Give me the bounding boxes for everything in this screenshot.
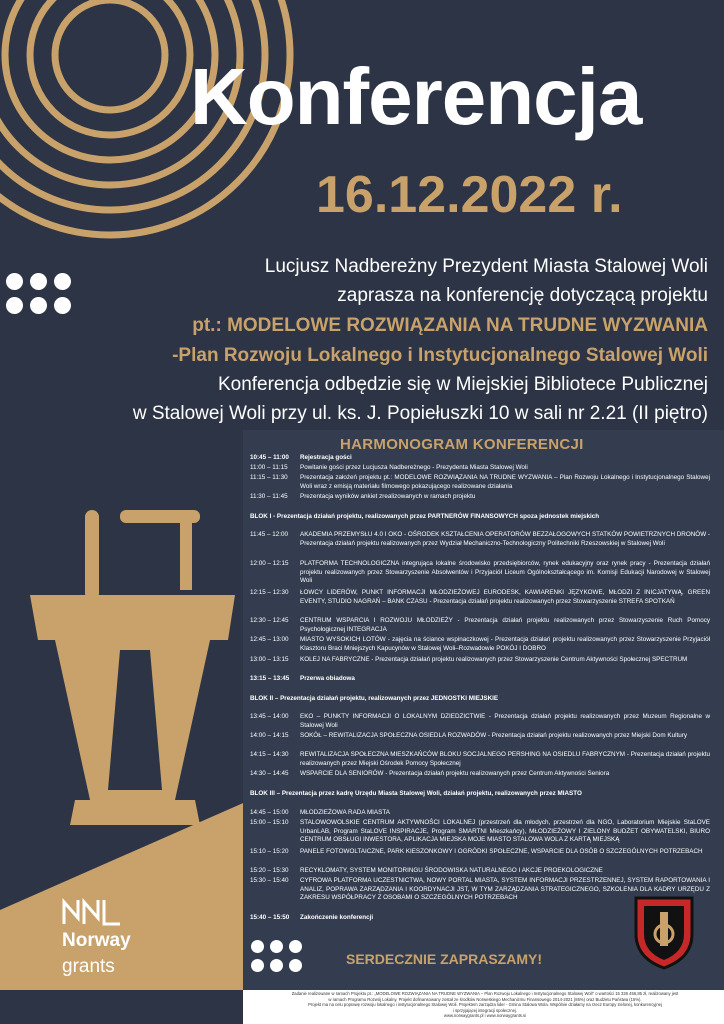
intro-line-1: Lucjusz Nadbereżny Prezydent Miasta Stalowej Woli bbox=[264, 256, 708, 277]
block-heading-2: BLOK II – Prezentacja działań projektu, realizowanych przez JEDNOSTKI MIEJSKIE bbox=[250, 695, 499, 702]
event-date: 16.12.2022 r. bbox=[316, 166, 623, 224]
project-title-line-2: -Plan Rozwoju Lokalnego i Instytucjonalnego Stalowej Woli bbox=[172, 345, 708, 366]
venue-line-2: w Stalowej Woli przy ul. ks. J. Popiełuszki 10 w sali nr 2.21 (II piętro) bbox=[132, 403, 708, 424]
norway-grants-logo-icon bbox=[62, 896, 122, 926]
intro-line-2: zaprasza na konferencję dotyczącą projektu bbox=[337, 285, 708, 306]
page-title: Konferencja bbox=[190, 52, 642, 141]
block-heading-1: BLOK I - Prezentacja działań projektu, realizowanych przez PARTNERÓW FINANSOWYCH spoza jednostek miejskich bbox=[250, 513, 600, 520]
lectern-illustration bbox=[0, 470, 250, 990]
footer-funding-note: Zadanie realizowane w ramach Projektu pt.: „MODELOWE ROZWIĄZANIA NA TRUDNE WYZWANIA – Plan Rozwoju Lokalnego i Instytucjonalnego Stalowej Woli" o wartości 15 326 456,85 zł, realizowany jest w ramach Programu Rozwój Lokalny. Projekt dofinansowany został ze środków Norweskiego Mechanizmu Finansowego 2014-2021 (85%) oraz Budżetu Państwa (15%). Projekt ma na celu poprawę rozwoju lokalnego i instytucjonalnego Stalowej Woli. Projektem zarządza lider - Gmina Stalowa Wola. Wspólnie działamy na rzecz Europy zielonej, konkurencyjnej i sprzyjającej integracji społecznej. www.norwaygrants.pl i www.norwaygrants.si bbox=[291, 991, 679, 1019]
block-heading-3: BLOK III – Prezentacja przez kadrę Urzędu Miasta Stalowej Woli, działań projektu, realizowanych przez MIASTO bbox=[250, 790, 582, 797]
city-crest-icon bbox=[632, 894, 696, 970]
project-title-line-1: pt.: MODELOWE ROZWIĄZANIA NA TRUDNE WYZWANIA bbox=[192, 315, 708, 336]
norway-grants-logo-line2: grants bbox=[62, 956, 115, 977]
norway-grants-logo-line1: Norway bbox=[62, 930, 131, 951]
closing-invitation: SERDECZNIE ZAPRASZAMY! bbox=[346, 951, 543, 967]
venue-line-1: Konferencja odbędzie się w Miejskiej Bibliotece Publicznej bbox=[217, 374, 708, 395]
schedule-title: HARMONOGRAM KONFERENCJI bbox=[340, 436, 584, 453]
